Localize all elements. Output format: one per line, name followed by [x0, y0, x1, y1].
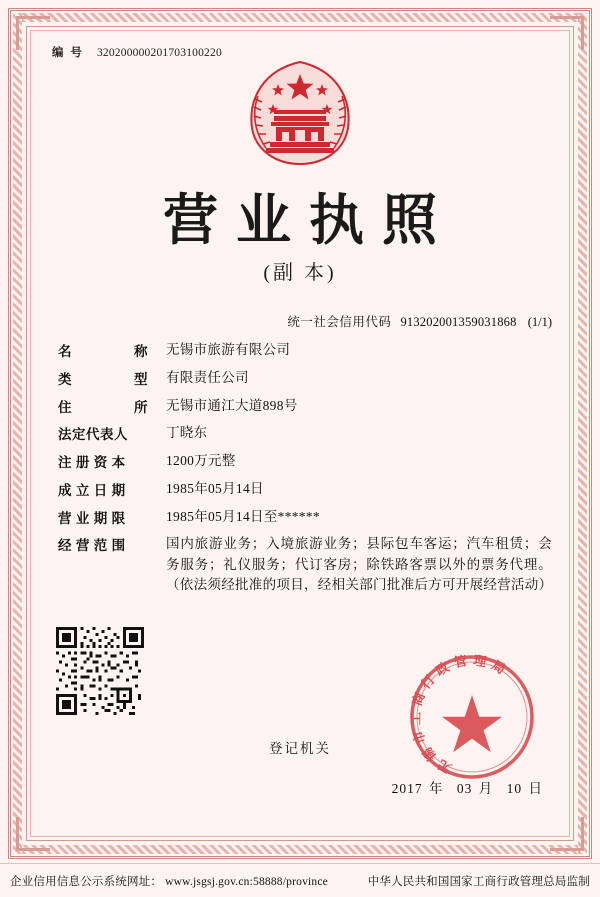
footer-website: 企业信用信息公示系统网址： www.jsgsj.gov.cn:58888/province — [10, 875, 328, 888]
field-value-establishment-date: 1985年05月14日 — [166, 480, 264, 496]
license-fields — [58, 340, 552, 603]
field-label-company-type — [58, 368, 166, 388]
page-subtitle: (副 本) — [263, 262, 337, 284]
field-row-establishment-date — [58, 479, 552, 499]
issue-day-unit: 日 — [528, 781, 543, 796]
document-number — [52, 44, 222, 60]
field-row-company-address — [58, 396, 552, 416]
document-number-value: 320200000201703100220 — [96, 47, 222, 59]
unified-credit-code-label: 统一社会信用代码 — [287, 315, 392, 329]
field-label-establishment-date: 成 立 日 期 — [58, 482, 126, 498]
label-char: 类 — [58, 371, 72, 387]
footer-issuer: 中华人民共和国国家工商行政管理总局监制 — [367, 875, 590, 888]
field-row-business-term — [58, 507, 552, 527]
field-value-company-type: 有限责任公司 — [166, 369, 249, 385]
field-label-company-address — [58, 396, 166, 416]
label-char: 住 — [58, 399, 72, 415]
label-char: 名 — [58, 344, 72, 359]
document-number-label: 编 号 — [52, 47, 84, 59]
field-value-business-scope: 国内旅游业务；入境旅游业务；县际包车客运；汽车租赁；会务服务；礼仪服务；代订客房；除铁路客票以外的票务代理。（依法须经批准的项目，经相关部门批准后方可开展经营活动） — [166, 536, 553, 592]
registrar-label: 登记机关 — [269, 741, 331, 756]
national-emblem-icon — [240, 56, 360, 168]
issue-month-unit: 月 — [478, 781, 494, 796]
footer — [0, 863, 600, 897]
field-value-business-term: 1985年05月14日至****** — [166, 508, 320, 524]
page-indicator: (1/1) — [527, 315, 552, 329]
issue-date — [391, 777, 544, 797]
page-title: 营业执照 — [162, 187, 455, 252]
label-char: 所 — [134, 399, 148, 415]
issue-day: 10 — [506, 781, 523, 796]
field-value-company-address: 无锡市通江大道898号 — [166, 397, 298, 413]
qr-code — [56, 627, 144, 715]
field-row-registered-capital — [58, 451, 552, 471]
unified-credit-code-value: 913202001359031868 — [400, 315, 517, 329]
field-row-company-name — [58, 340, 552, 360]
field-label-company-name — [58, 340, 166, 360]
field-row-company-type — [58, 368, 552, 388]
field-label-business-term: 营 业 期 限 — [58, 510, 126, 526]
field-value-legal-representative: 丁晓东 — [166, 425, 208, 441]
unified-credit-code — [287, 312, 552, 330]
field-value-registered-capital: 1200万元整 — [166, 453, 236, 468]
field-label-registered-capital: 注 册 资 本 — [58, 455, 126, 470]
field-row-business-scope — [58, 534, 552, 595]
official-seal — [406, 651, 538, 783]
field-value-company-name: 无锡市旅游有限公司 — [166, 342, 291, 357]
label-char: 称 — [134, 344, 148, 359]
field-label-legal-representative: 法定代表人 — [58, 427, 128, 443]
label-char: 型 — [134, 371, 148, 387]
field-label-business-scope: 经 营 范 围 — [58, 538, 126, 554]
field-row-legal-representative — [58, 423, 552, 443]
svg-text:无锡市工商行政管理局: 无锡市工商行政管理局 — [408, 653, 512, 776]
issue-month: 03 — [456, 781, 473, 796]
issue-year-unit: 年 — [429, 781, 444, 796]
issue-year: 2017 — [391, 781, 423, 796]
